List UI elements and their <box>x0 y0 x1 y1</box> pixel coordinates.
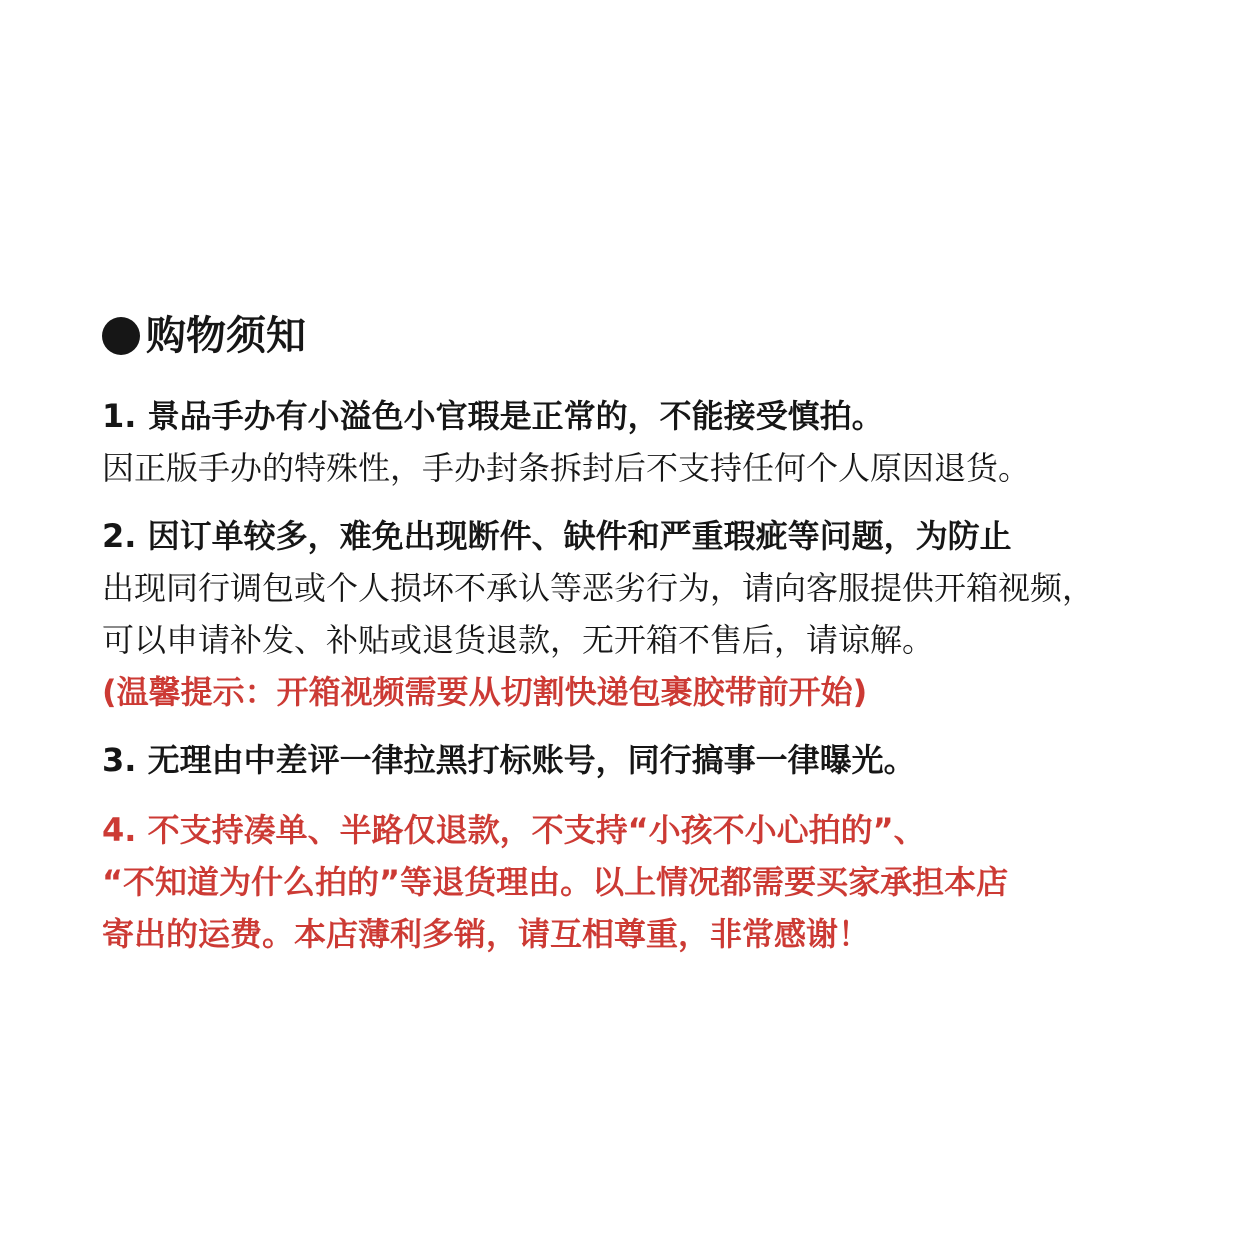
notice-section-3 <box>102 734 1212 786</box>
notice-warning-line: “不知道为什么拍的”等退货理由。以上情况都需要买家承担本店 <box>102 863 1009 901</box>
notice-line: 2. 因订单较多，难免出现断件、缺件和严重瑕疵等问题，为防止 <box>102 517 1012 555</box>
notice-warning-line: 4. 不支持凑单、半路仅退款，不支持“小孩不小心拍的”、 <box>102 811 926 849</box>
notice-section-4 <box>102 804 1212 960</box>
notice-line: 因正版手办的特殊性，手办封条拆封后不支持任何个人原因退货。 <box>102 449 1031 487</box>
notice-warning-line: 寄出的运费。本店薄利多销，请互相尊重，非常感谢！ <box>102 915 871 953</box>
notice-tip-line: (温馨提示：开箱视频需要从切割快递包裹胶带前开始) <box>102 673 868 711</box>
notice-line: 可以申请补发、补贴或退货退款，无开箱不售后，请谅解。 <box>102 621 935 659</box>
notice-title-text: 购物须知 <box>146 313 306 359</box>
notice-section-1 <box>102 390 1212 494</box>
shopping-notice <box>102 308 1212 960</box>
notice-title <box>102 308 1212 364</box>
notice-line: 出现同行调包或个人损坏不承认等恶劣行为，请向客服提供开箱视频， <box>102 569 1095 607</box>
notice-line: 3. 无理由中差评一律拉黑打标账号，同行搞事一律曝光。 <box>102 741 916 779</box>
notice-section-2 <box>102 510 1212 718</box>
bullet-dot-icon <box>102 317 140 355</box>
notice-line: 1. 景品手办有小溢色小官瑕是正常的，不能接受慎拍。 <box>102 397 884 435</box>
